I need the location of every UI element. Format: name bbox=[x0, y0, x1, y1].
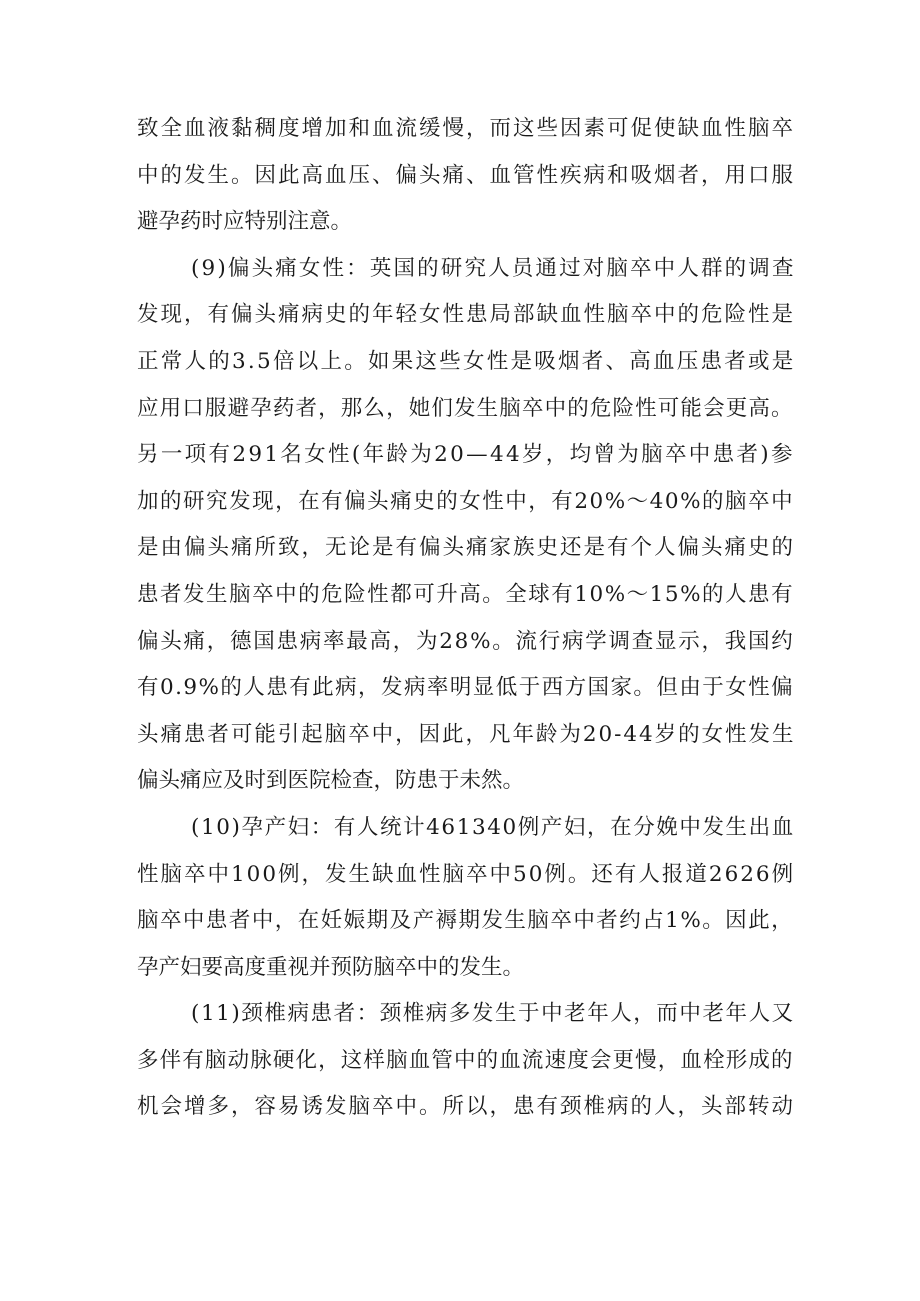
text-line: 发现，有偏头痛病史的年轻女性患局部缺血性脑卒中的危险性是 bbox=[137, 302, 796, 328]
text-line: 脑卒中患者中，在妊娠期及产褥期发生脑卒中者约占1%。因此， bbox=[137, 908, 795, 934]
text-line: 致全血液黏稠度增加和血流缓慢，而这些因素可促使缺血性脑卒 bbox=[137, 116, 796, 141]
text-line: 偏头痛，德国患病率最高，为28%。流行病学调查显示，我国约 bbox=[137, 628, 795, 654]
paragraph-11-first-line: (11)颈椎病患者：颈椎病多发生于中老年人，而中老年人又 bbox=[191, 1001, 795, 1027]
paragraph-9-first-line: (9)偏头痛女性：英国的研究人员通过对脑卒中人群的调查 bbox=[191, 255, 796, 281]
text-line: 避孕药时应特别注意。 bbox=[137, 209, 353, 235]
text-line: 性脑卒中100例，发生缺血性脑卒中50例。还有人报道2626例 bbox=[137, 861, 796, 887]
text-line: 是由偏头痛所致，无论是有偏头痛家族史还是有个人偏头痛史的 bbox=[137, 535, 796, 561]
text-line: 孕产妇要高度重视并预防脑卒中的发生。 bbox=[137, 954, 525, 980]
text-line: 有0.9%的人患有此病，发病率明显低于西方国家。但由于女性偏 bbox=[137, 675, 795, 701]
text-line: 偏头痛应及时到医院检查，防患于未然。 bbox=[137, 768, 525, 794]
paragraph-10-first-line: (10)孕产妇：有人统计461340例产妇，在分娩中发生出血 bbox=[191, 814, 795, 840]
text-line: 头痛患者可能引起脑卒中，因此，凡年龄为20-44岁的女性发生 bbox=[137, 721, 796, 747]
document-body bbox=[137, 106, 796, 1131]
text-line: 加的研究发现，在有偏头痛史的女性中，有20%～40%的脑卒中 bbox=[137, 488, 795, 514]
text-line: 另一项有291名女性(年龄为20—44岁，均曾为脑卒中患者)参 bbox=[137, 442, 795, 468]
text-line: 患者发生脑卒中的危险性都可升高。全球有10%～15%的人患有 bbox=[137, 581, 795, 607]
text-line: 正常人的3.5倍以上。如果这些女性是吸烟者、高血压患者或是 bbox=[137, 348, 796, 374]
text-line: 机会增多，容易诱发脑卒中。所以，患有颈椎病的人，头部转动 bbox=[137, 1094, 796, 1120]
text-line: 应用口服避孕药者，那么，她们发生脑卒中的危险性可能会更高。 bbox=[137, 395, 794, 421]
text-line: 中的发生。因此高血压、偏头痛、血管性疾病和吸烟者，用口服 bbox=[137, 162, 796, 188]
text-line: 多伴有脑动脉硬化，这样脑血管中的血流速度会更慢，血栓形成的 bbox=[137, 1047, 794, 1073]
